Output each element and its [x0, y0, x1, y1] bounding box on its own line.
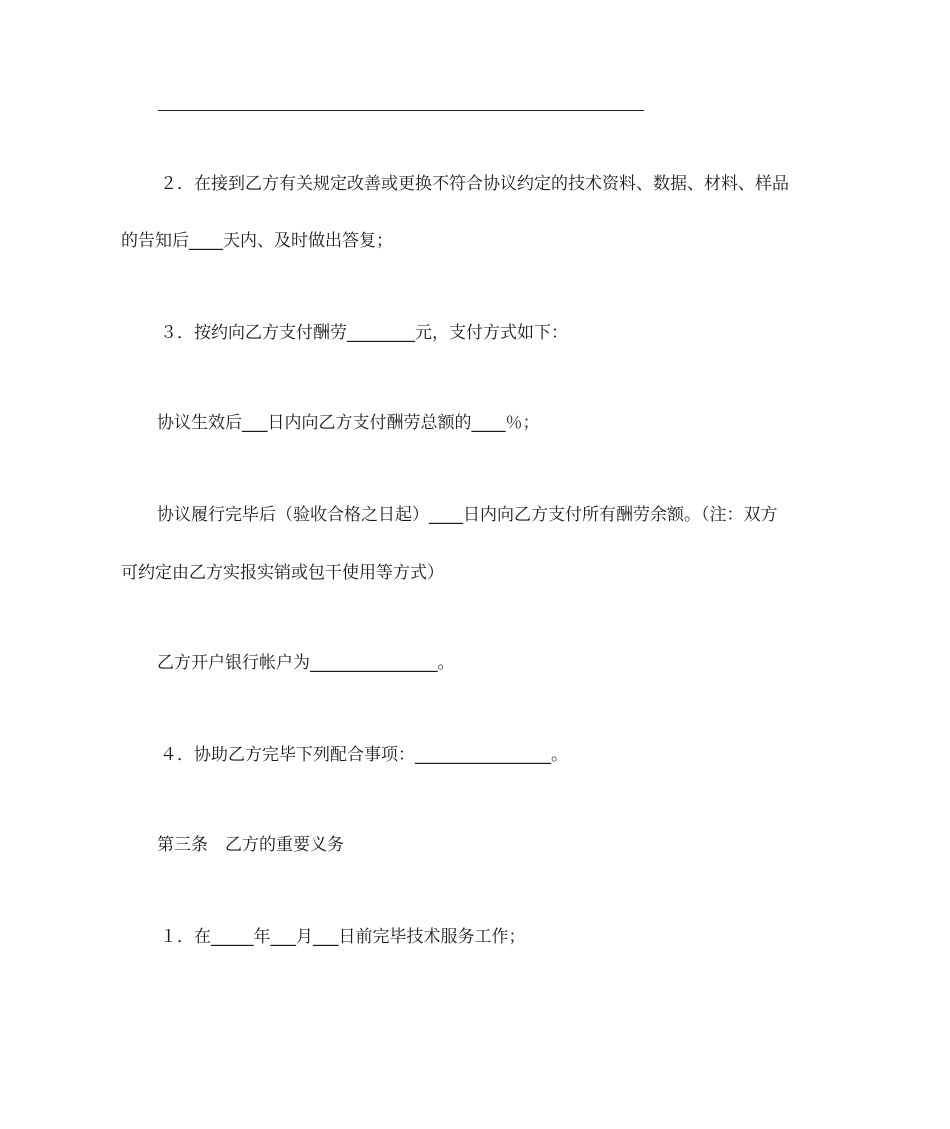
clause-2-line-1: ２．在接到乙方有关规定改善或更换不符合协议约定的技术资料、数据、材料、样品	[160, 174, 789, 194]
payment-term-2-line-2: 可约定由乙方实报实销或包干使用等方式）	[121, 563, 444, 583]
clause-3: ３．按约向乙方支付酬劳________元，支付方式如下：	[160, 323, 568, 343]
blank-fill-line	[158, 110, 644, 111]
bank-account-line: 乙方开户银行帐户为_______________。	[157, 653, 455, 673]
payment-term-2-line-1: 协议履行完毕后（验收合格之日起）____日内向乙方支付所有酬劳余额。（注：双方	[157, 505, 778, 525]
clause-4: ４．协助乙方完毕下列配合事项：________________。	[160, 745, 568, 765]
article-3-heading: 第三条 乙方的重要义务	[157, 835, 344, 855]
article-3-clause-1: １．在_____年___月___日前完毕技术服务工作；	[160, 927, 526, 947]
payment-term-1: 协议生效后___日内向乙方支付酬劳总额的____％；	[157, 413, 540, 433]
clause-2-line-2: 的告知后____天内、及时做出答复；	[121, 231, 393, 251]
